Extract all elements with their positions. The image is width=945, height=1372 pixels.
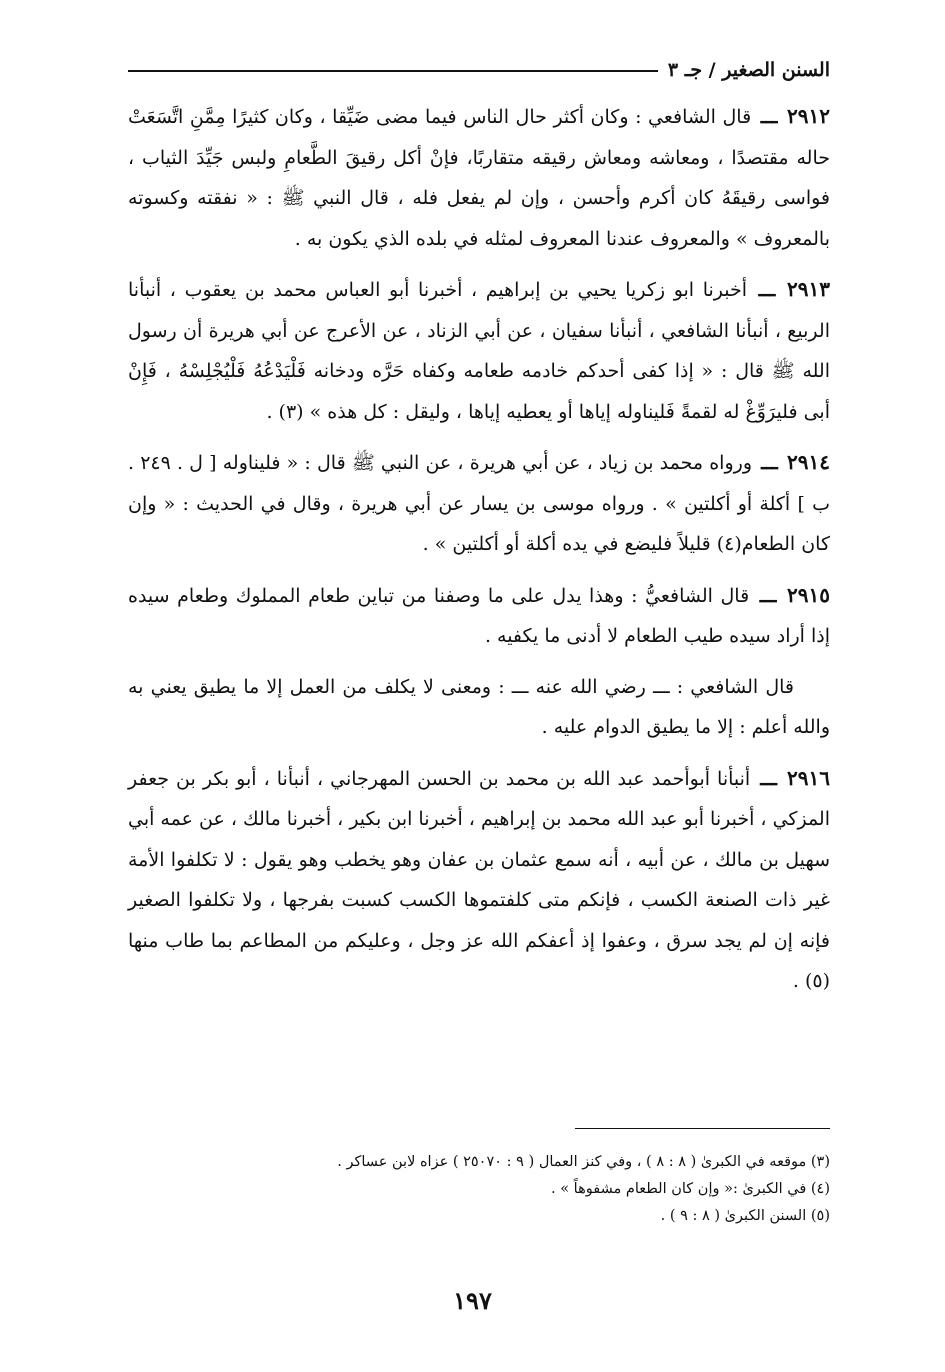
footnote-3: (٣) موقعه في الكبرىٰ ( ٨ : ٨ ) ، وفي كنز العمال ( ٩ : ٢٥٠٧٠ ) عزاه لابن عساكر . <box>337 1154 830 1170</box>
header-title: السنن الصغير / جـ ٣ <box>667 59 830 81</box>
hadith-text: أنبأنا أبوأحمد عبد الله بن محمد بن الحسن المهرجاني ، أنبأنا ، أبو بكر بن جعفر المزكي ، أخبرنا أبو عبد الله محمد بن إبراهيم ، أخبرنا ابن بكير ، أخبرنا مالك ، عن عمه أبي سهيل بن مالك ، عن أبيه ، أنه سمع عثمان بن عفان وهو يخطب وهو يقول : لا تكلفوا الأمة غير ذات الصنعة الكسب ، فإنكم متى كلفتموها الكسب كسبت بفرجها ، ولا تكلفوا الصغير فإنه إن لم يجد سرق ، وعفوا إذ أعفكم الله عز وجل ، وعليكم من المطاعم بما طاب منها (٥) . <box>127 767 830 992</box>
hadith-text: ورواه محمد بن زياد ، عن أبي هريرة ، عن النبي ﷺ قال : « فليناوله [ ل . ٢٤٩ . ب ] أكلة أو أكلتين » . ورواه موسى بن يسار عن أبي هريرة ، وقال في الحديث : « وإن كان الطعام(٤) قليلاً فليضع في يده أكلة أو أكلتين » . <box>128 452 830 555</box>
footnote-5: (٥) السنن الكبرىٰ ( ٨ : ٩ ) . <box>660 1208 830 1224</box>
footnote-rule <box>575 1128 830 1129</box>
hadith-number: ٢٩١٦ <box>787 765 830 790</box>
hadith-number: ٢٩١٤ <box>787 450 831 474</box>
hadith-text: أخبرنا ابو زكريا يحيي بن إبراهيم ، أخبرنا أبو العباس محمد بن يعقوب ، أنبأنا الربيع ، أنبأنا الشافعي ، أنبأنا سفيان ، عن أبي الزناد ، عن الأعرج عن أبي هريرة أن رسول الله ﷺ قال : « إذا كفى أحدكم خادمه طعامه وكفاه حَرَّه ودخانه فَلْيَدْعُهُ فَلْيُجْلِسْهُ ، فَإِنْ أبى فليرَوِّغْ له لقمةً فَليناوله إياها أو يعطيه إياها ، وليقل : كل هذه » (٣) . <box>128 279 830 423</box>
hadith-2914 <box>128 442 830 565</box>
hadith-number: ٢٩١٥ <box>787 582 831 607</box>
hadith-text: قال الشافعيُّ : وهذا يدل على ما وصفنا من تباين طعام المملوك وطعام سيده إذا أراد سيده طيب الطعام لا أدنى ما يكفيه . <box>128 584 830 647</box>
footnotes <box>128 1149 830 1230</box>
page-number: ١٩٧ <box>453 1286 492 1315</box>
footnote-4: (٤) في الكبرىٰ :« وإن كان الطعام مشفوهاً » . <box>550 1181 830 1197</box>
hadith-2912 <box>128 96 830 259</box>
number-dash: ـــ <box>758 279 776 301</box>
main-text <box>128 96 830 1012</box>
hadith-2915 <box>128 575 830 657</box>
hadith-2913 <box>128 269 830 432</box>
hadith-text: قال الشافعي : وكان أكثر حال الناس فيما مضى ضَيِّقا ، وكان كثيرًا مِمَّنِ اتَّسَعَتْ حاله مقتصدًا ، ومعاشه ومعاش رقيقه متقاربًا، فإنْ أكل رقيقَ الطَّعامِ ولبس جَيِّدَ الثياب ، فواسى رقيقَهُ كان أكرم وأحسن ، وإن لم يفعل فله ، قال النبي ﷺ : « نفقته وكسوته بالمعروف » والمعروف عندنا المعروف لمثله في بلده الذي يكون به . <box>128 106 830 250</box>
number-dash: ـــ <box>760 106 778 128</box>
hadith-number: ٢٩١٢ <box>787 104 830 128</box>
number-dash: ـــ <box>759 584 777 607</box>
number-dash: ـــ <box>760 767 777 790</box>
running-header <box>128 56 830 86</box>
commentary-paragraph: قال الشافعي : ـــ رضي الله عنه ـــ : ومعنى لا يكلف من العمل إلا ما يطيق يعني به والله أعلم : إلا ما يطيق الدوام عليه . <box>128 675 830 738</box>
number-dash: ـــ <box>761 452 778 474</box>
hadith-number: ٢٩١٣ <box>787 277 830 301</box>
header-rule <box>128 70 658 72</box>
hadith-2916 <box>128 758 830 1002</box>
